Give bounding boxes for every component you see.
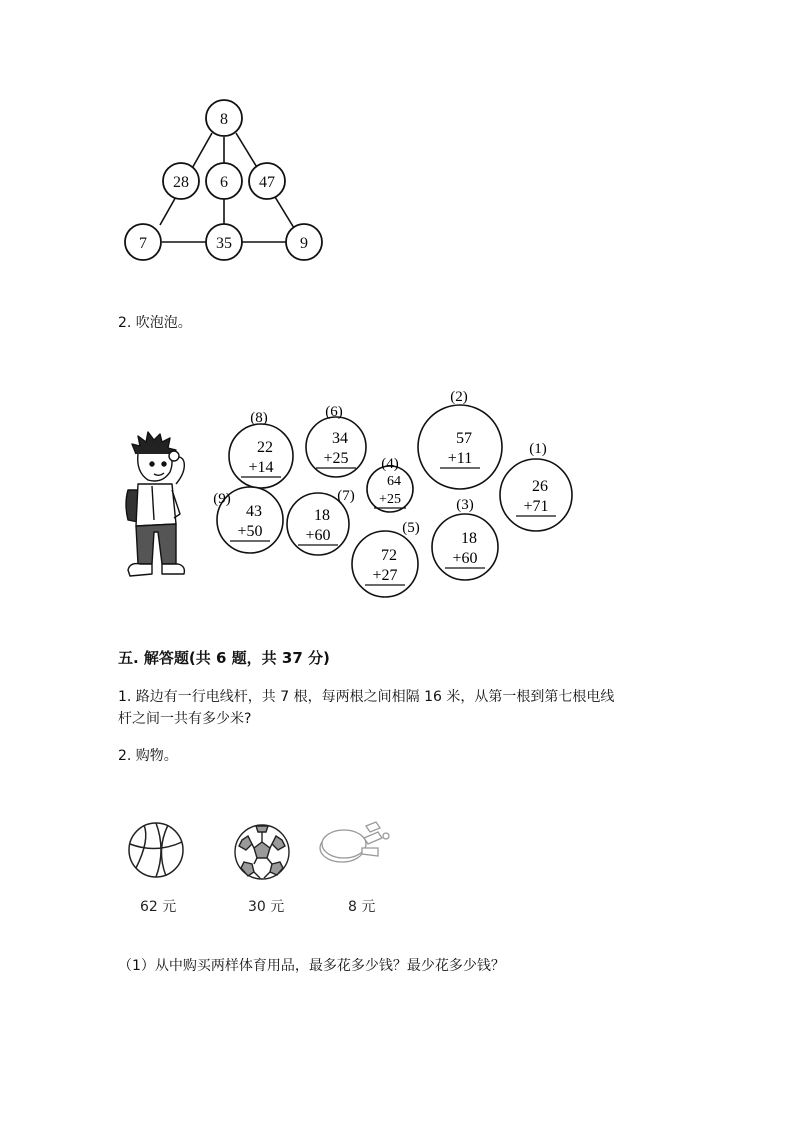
bubble — [418, 389, 502, 489]
triangle-bottom-mid: 35 — [216, 235, 232, 252]
bubble-addend-top: 22 — [257, 439, 273, 456]
triangle-center: 6 — [220, 174, 228, 191]
bubble-label: (8) — [250, 410, 268, 426]
bubble — [213, 487, 283, 553]
bubble-circle — [500, 459, 572, 531]
triangle-mid-right: 47 — [259, 174, 275, 191]
bubble-circle — [229, 424, 293, 488]
number-triangle — [0, 0, 360, 280]
bubble — [352, 520, 420, 597]
bubble — [306, 404, 366, 477]
bubble-circle — [352, 531, 418, 597]
bubble-label: (1) — [529, 441, 547, 457]
bubble-addend-bottom: +60 — [305, 527, 331, 544]
bubble-addend-bottom: +71 — [523, 498, 549, 515]
bubble-circle — [418, 405, 502, 489]
question-2-sub-1: （1）从中购买两样体育用品，最多花多少钱？最少花多少钱？ — [118, 958, 505, 974]
bubble-circle — [432, 514, 498, 580]
bubble — [367, 456, 413, 512]
bubble-addend-top: 18 — [461, 530, 477, 547]
bubble — [229, 410, 293, 488]
bubble-addend-top: 18 — [314, 507, 330, 524]
bubble-addend-top: 64 — [387, 474, 401, 489]
bubble-label: (3) — [456, 497, 474, 513]
basketball-price: 62 元 — [140, 899, 177, 915]
triangle-mid-left: 28 — [173, 174, 189, 191]
bubble-label: (6) — [325, 404, 343, 420]
bubble-addend-bottom: +11 — [447, 450, 473, 467]
bubble-addend-bottom: +14 — [248, 459, 274, 476]
bubble-addend-bottom: +25 — [323, 450, 349, 467]
bubble-label: (2) — [450, 389, 468, 405]
bubble — [287, 488, 355, 555]
bubble-label: (9) — [213, 491, 231, 507]
bubble-addend-bottom: +25 — [379, 492, 401, 507]
bubble-addend-top: 26 — [532, 478, 548, 495]
question-1-line-2: 杆之间一共有多少米? — [118, 711, 252, 727]
bubble-addend-top: 34 — [332, 430, 348, 447]
question-2-title: 2. 购物。 — [118, 748, 178, 764]
bubble-addend-bottom: +27 — [372, 567, 398, 584]
ping-pong-paddles-icon — [318, 818, 398, 870]
question-1-line-1: 1. 路边有一行电线杆，共 7 根，每两根之间相隔 16 米，从第一根到第七根电线 — [118, 689, 615, 705]
bubble-label: (7) — [337, 488, 355, 504]
bubble-addend-top: 43 — [246, 503, 262, 520]
bubble — [432, 497, 498, 580]
bubble-addend-bottom: +60 — [452, 550, 478, 567]
soccer-ball-price: 30 元 — [248, 899, 285, 915]
bubble-label: (4) — [381, 456, 399, 472]
triangle-top: 8 — [220, 111, 228, 128]
ping-pong-price: 8 元 — [348, 899, 376, 915]
bubble-addend-top: 57 — [456, 430, 472, 447]
bubbles-title: 2. 吹泡泡。 — [118, 315, 192, 331]
soccer-ball-icon — [232, 822, 292, 882]
bubble-label: (5) — [402, 520, 420, 536]
triangle-bottom-right: 9 — [300, 235, 308, 252]
bubble-addend-top: 72 — [381, 547, 397, 564]
triangle-bottom-left: 7 — [139, 235, 147, 252]
bubble — [500, 441, 572, 531]
bubble-addend-bottom: +50 — [237, 523, 263, 540]
bubbles-area — [200, 380, 600, 610]
basketball-icon — [126, 820, 186, 880]
boy-illustration-icon — [122, 428, 194, 580]
section-heading: 五. 解答题(共 6 题，共 37 分) — [118, 649, 330, 667]
